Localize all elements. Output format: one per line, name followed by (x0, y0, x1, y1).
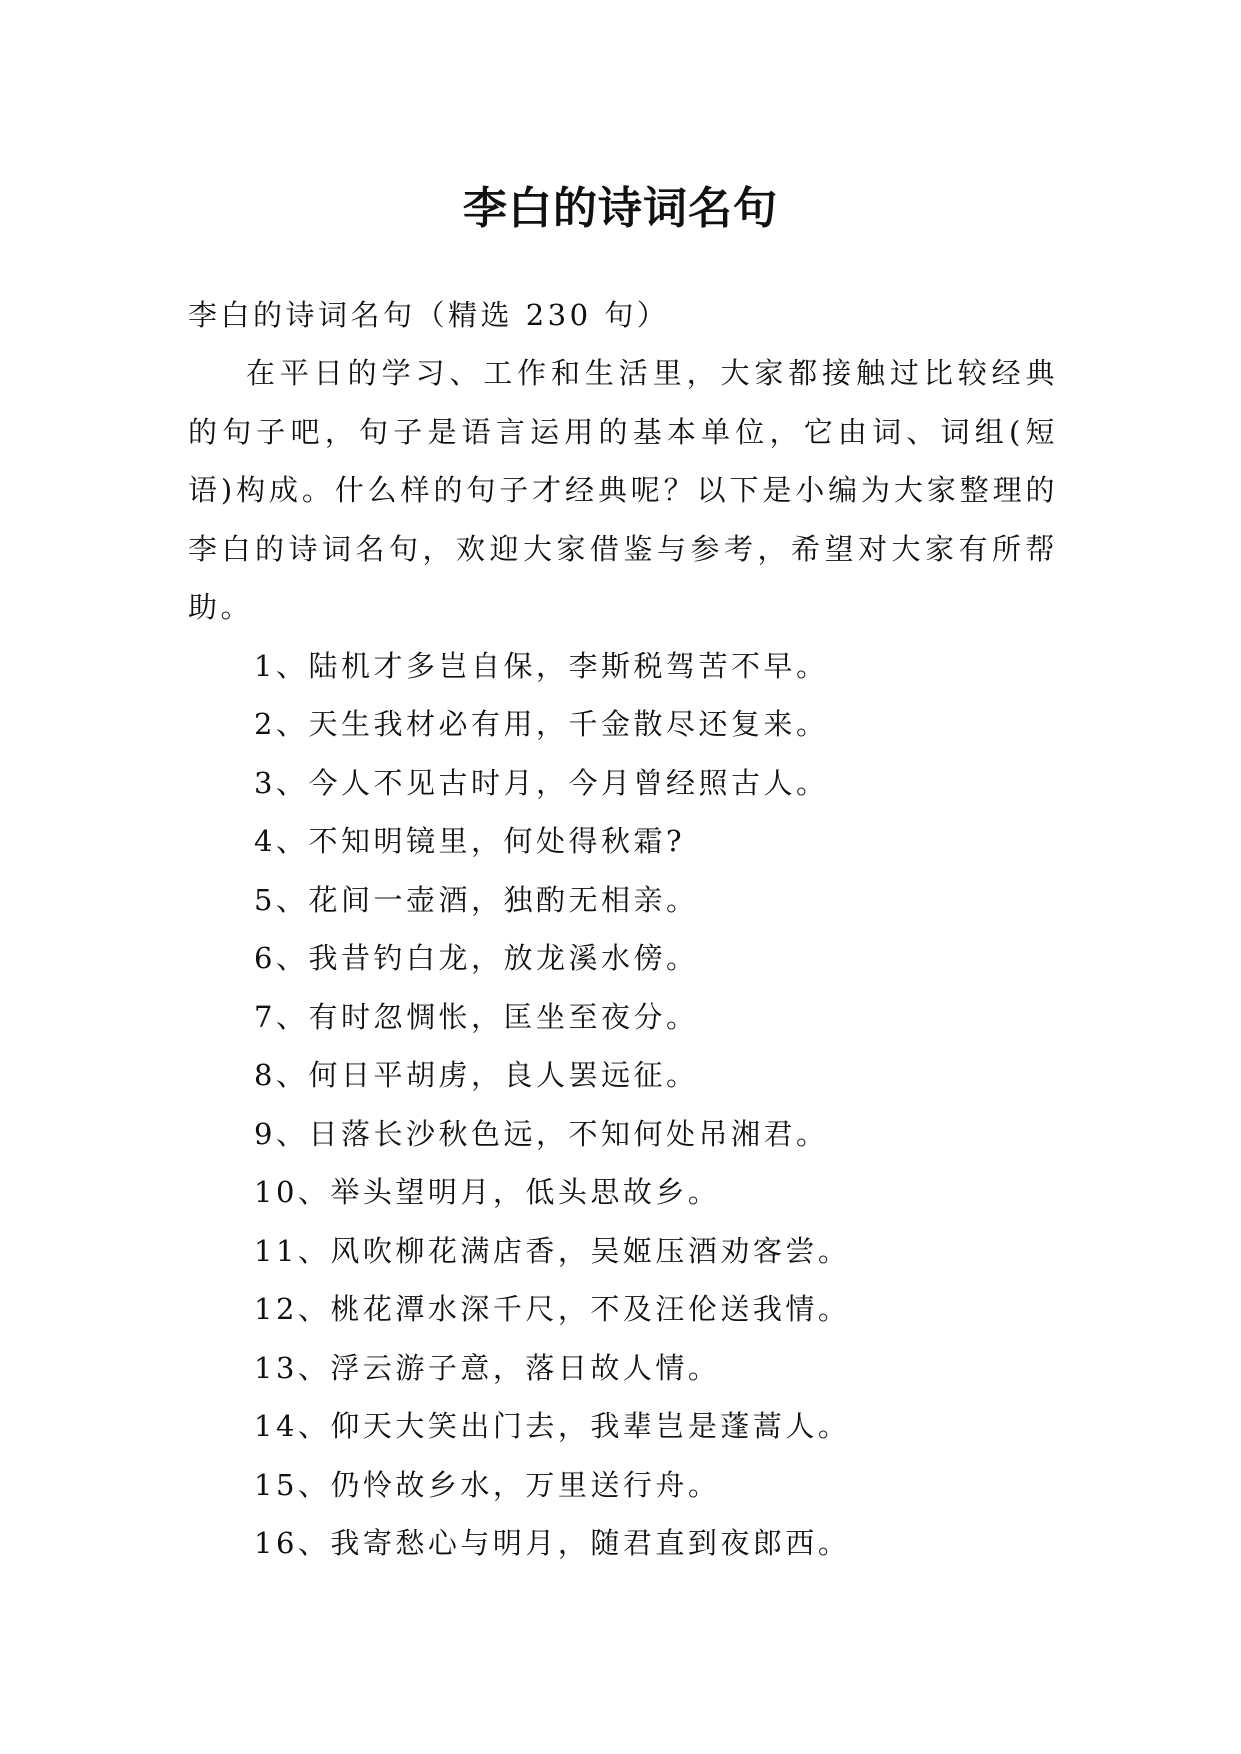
quote-item: 2、天生我材必有用，千金散尽还复来。 (254, 707, 829, 741)
document-title: 李白的诗词名句 (463, 183, 778, 235)
quote-item: 9、日落长沙秋色远，不知何处吊湘君。 (254, 1116, 829, 1151)
document-subtitle: 李白的诗词名句（精选 230 句） (188, 298, 670, 332)
quote-item: 4、不知明镜里，何处得秋霜? (254, 824, 685, 858)
quote-item: 16、我寄愁心与明月，随君直到夜郎西。 (254, 1526, 851, 1560)
quote-list (188, 637, 1058, 1573)
quote-item: 13、浮云游子意，落日故人情。 (254, 1350, 721, 1385)
quote-item: 15、仍怜故乡水，万里送行舟。 (254, 1467, 721, 1502)
document-body (188, 286, 1058, 1573)
quote-item: 5、花间一壶酒，独酌无相亲。 (254, 882, 699, 917)
quote-item: 12、桃花潭水深千尺，不及汪伦送我情。 (254, 1292, 851, 1326)
intro-paragraph: 在平日的学习、工作和生活里，大家都接触过比较经典的句子吧，句子是语言运用的基本单位，它由词、词组(短语)构成。什么样的句子才经典呢？以下是小编为大家整理的李白的诗词名句，欢迎大家借鉴与参考，希望对大家有所帮助。 (188, 356, 1058, 624)
quote-item: 11、风吹柳花满店香，吴姬压酒劝客尝。 (254, 1233, 851, 1268)
quote-item: 10、举头望明月，低头思故乡。 (254, 1175, 721, 1209)
quote-item: 6、我昔钓白龙，放龙溪水傍。 (254, 941, 699, 975)
quote-item: 8、何日平胡虏，良人罢远征。 (254, 1058, 699, 1092)
quote-item: 3、今人不见古时月，今月曾经照古人。 (254, 765, 829, 800)
quote-item: 1、陆机才多岂自保，李斯税驾苦不早。 (254, 648, 829, 683)
quote-item: 14、仰天大笑出门去，我辈岂是蓬蒿人。 (254, 1409, 851, 1443)
quote-item: 7、有时忽惆怅，匡坐至夜分。 (254, 999, 699, 1034)
